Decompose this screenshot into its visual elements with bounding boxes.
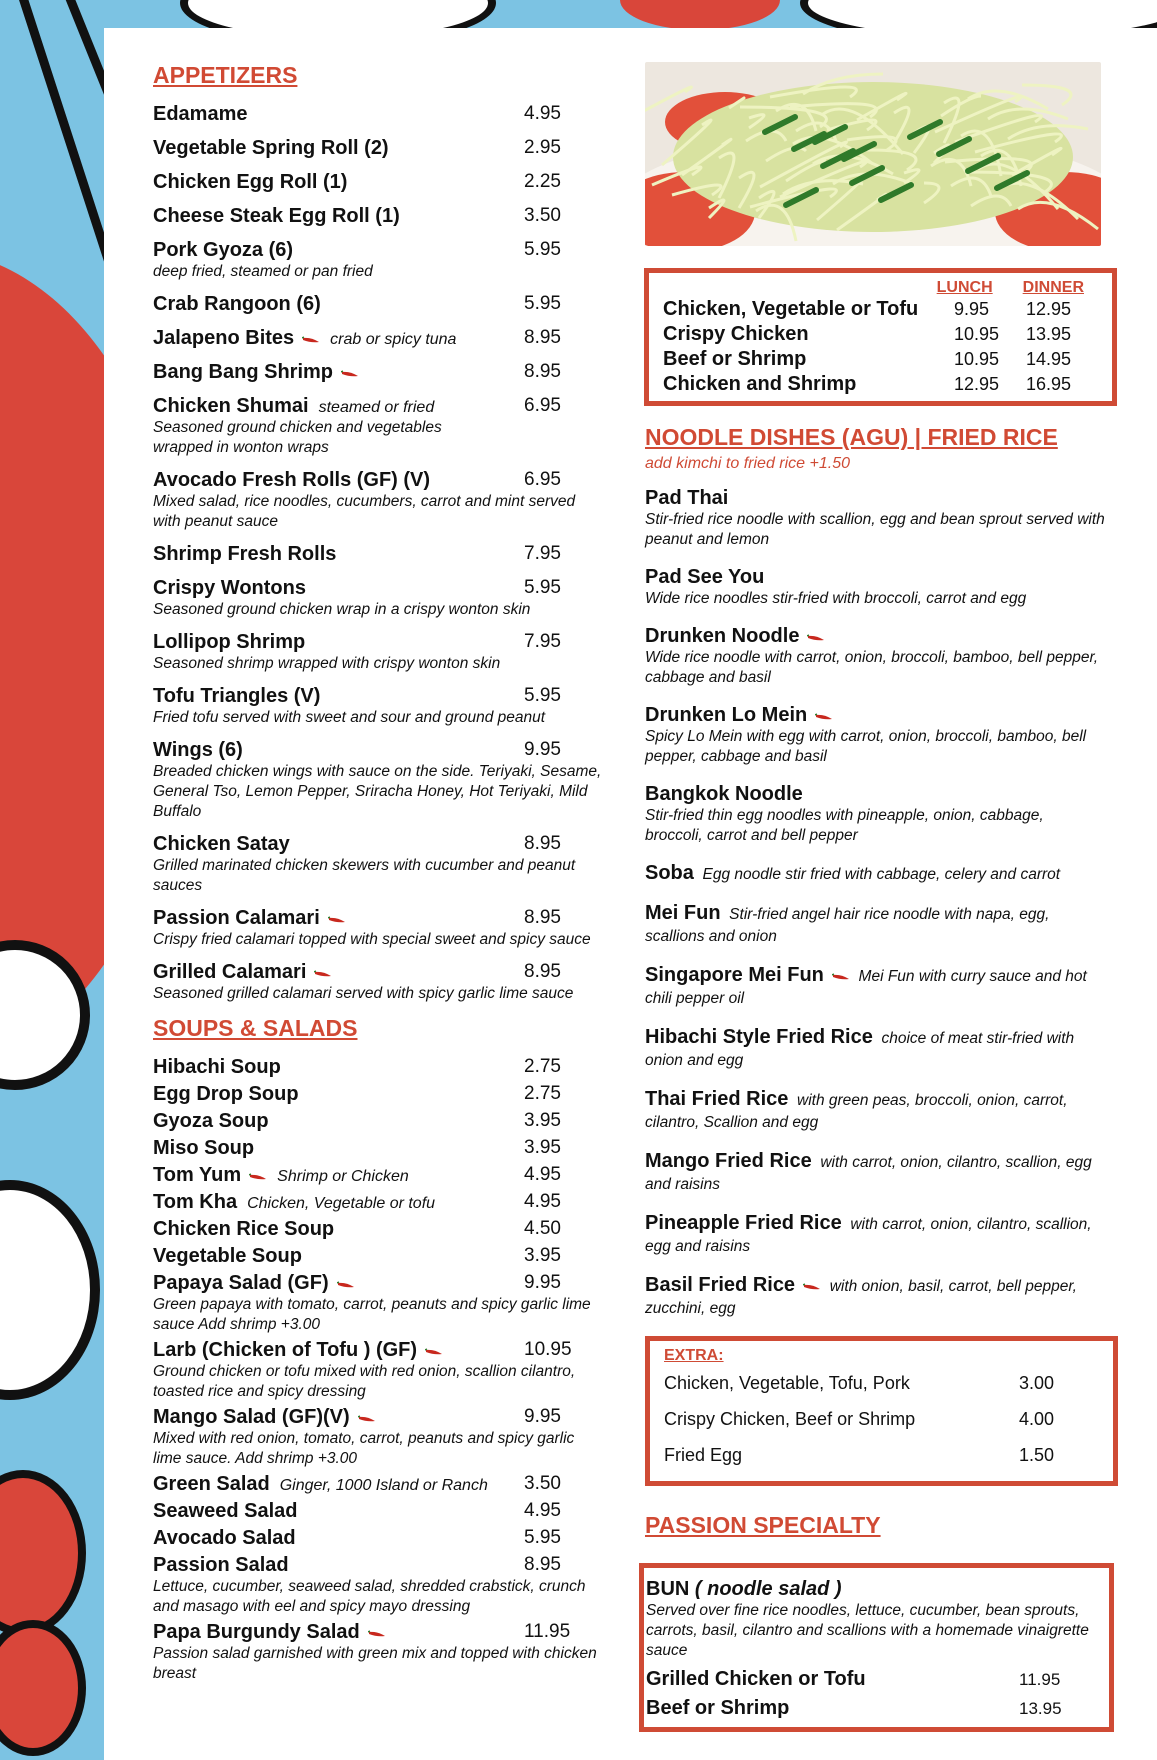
item-price: 3.95 bbox=[524, 1137, 561, 1158]
extra-name: Chicken, Vegetable, Tofu, Pork bbox=[664, 1373, 910, 1393]
left-column bbox=[153, 62, 603, 1688]
item-name: Lollipop Shrimp bbox=[153, 631, 306, 653]
menu-item bbox=[153, 1056, 603, 1079]
menu-item bbox=[153, 327, 603, 350]
menu-item bbox=[645, 1026, 1105, 1072]
item-price: 8.95 bbox=[524, 961, 561, 982]
menu-item bbox=[153, 103, 603, 126]
appetizers-list bbox=[153, 103, 603, 1004]
bun-description: Served over fine rice noodles, lettuce, cucumber, bean sprouts, carrots, basil, cilantro and scallions with a homemade vinaigrette sauce bbox=[646, 1602, 1089, 1659]
soups-list bbox=[153, 1056, 603, 1684]
item-name: Mango Salad (GF)(V) bbox=[153, 1406, 350, 1428]
item-price: 3.50 bbox=[524, 1473, 561, 1494]
item-name: Miso Soup bbox=[153, 1137, 255, 1159]
menu-item bbox=[153, 685, 603, 728]
item-option: Chicken, Vegetable or tofu bbox=[247, 1195, 436, 1212]
noodles-list bbox=[645, 487, 1105, 1320]
chili-pepper-icon bbox=[807, 634, 825, 642]
item-price: 10.95 bbox=[524, 1339, 572, 1360]
extra-title: EXTRA: bbox=[664, 1347, 724, 1364]
menu-item bbox=[153, 631, 603, 674]
item-description: Passion salad garnished with green mix and topped with chicken breast bbox=[153, 1645, 597, 1682]
kimchi-note: add kimchi to fried rice +1.50 bbox=[645, 455, 850, 472]
specialty-name: Beef or Shrimp bbox=[646, 1697, 790, 1719]
item-name: Passion Calamari bbox=[153, 907, 320, 929]
bun-subtitle: ( noodle salad ) bbox=[694, 1578, 842, 1600]
menu-item bbox=[645, 704, 1105, 767]
item-price: 11.95 bbox=[524, 1621, 571, 1642]
item-name: Mango Fried Rice bbox=[645, 1150, 812, 1172]
item-price: 9.95 bbox=[524, 1406, 561, 1427]
item-description: Seasoned ground chicken wrap in a crispy wonton skin bbox=[153, 601, 531, 618]
chili-pepper-icon bbox=[425, 1348, 443, 1356]
menu-item bbox=[153, 1527, 603, 1550]
extra-name: Crispy Chicken, Beef or Shrimp bbox=[664, 1409, 916, 1429]
chili-pepper-icon bbox=[337, 1281, 355, 1289]
menu-item bbox=[645, 566, 1105, 609]
menu-item bbox=[153, 361, 603, 384]
item-name: Pork Gyoza (6) bbox=[153, 239, 294, 261]
item-name: Vegetable Spring Roll (2) bbox=[153, 137, 389, 159]
menu-item bbox=[153, 469, 603, 532]
item-description: Egg noodle stir fried with cabbage, celery and carrot bbox=[702, 866, 1061, 883]
protein-name: Crispy Chicken bbox=[663, 323, 809, 345]
item-price: 2.75 bbox=[524, 1056, 561, 1077]
specialty-name: Grilled Chicken or Tofu bbox=[646, 1668, 866, 1690]
menu-item bbox=[153, 1500, 603, 1523]
item-description: deep fried, steamed or pan fried bbox=[153, 263, 373, 280]
item-name: Larb (Chicken of Tofu ) (GF) bbox=[153, 1339, 418, 1361]
chili-pepper-icon bbox=[302, 336, 320, 344]
menu-item bbox=[153, 1272, 603, 1335]
item-name: Drunken Lo Mein bbox=[645, 704, 808, 726]
menu-item bbox=[153, 1245, 603, 1268]
menu-item bbox=[645, 783, 1105, 846]
menu-item bbox=[645, 862, 1105, 886]
chili-pepper-icon bbox=[328, 916, 346, 924]
item-name: Chicken Shumai bbox=[153, 395, 309, 417]
menu-item bbox=[645, 625, 1105, 688]
item-description: with carrot, onion, cilantro, scallion, egg and raisins bbox=[645, 1154, 1092, 1193]
lunch-price: 10.95 bbox=[954, 324, 1000, 344]
menu-item bbox=[645, 1274, 1105, 1320]
item-name: Shrimp Fresh Rolls bbox=[153, 543, 337, 565]
chili-pepper-icon bbox=[314, 970, 332, 978]
item-description: Mei Fun with curry sauce and hot chili pepper oil bbox=[645, 968, 1087, 1007]
item-description: Mixed with red onion, tomato, carrot, peanuts and spicy garlic lime sauce. Add shrimp +3.00 bbox=[153, 1430, 575, 1467]
item-price: 6.95 bbox=[524, 469, 561, 490]
menu-item bbox=[153, 205, 603, 228]
item-name: Egg Drop Soup bbox=[153, 1083, 299, 1105]
specialty-row bbox=[646, 1665, 1109, 1694]
item-price: 4.95 bbox=[524, 1164, 561, 1185]
appetizers-title: APPETIZERS bbox=[153, 62, 298, 88]
item-name: Pad See You bbox=[645, 566, 765, 588]
specialty-price: 13.95 bbox=[1019, 1699, 1062, 1718]
item-description: Wide rice noodles stir-fried with broccoli, carrot and egg bbox=[645, 590, 1027, 607]
red-cloud-shape bbox=[620, 0, 780, 30]
item-name: Avocado Fresh Rolls (GF) (V) bbox=[153, 469, 431, 491]
chili-pepper-icon bbox=[832, 973, 850, 981]
extra-row bbox=[664, 1365, 1099, 1401]
menu-item bbox=[153, 833, 603, 896]
menu-item bbox=[153, 1083, 603, 1106]
item-description: Spicy Lo Mein with egg with carrot, onion, broccoli, bamboo, bell pepper, cabbage and basil bbox=[645, 728, 1087, 765]
item-price: 5.95 bbox=[524, 577, 561, 598]
item-description: Seasoned grilled calamari served with spicy garlic lime sauce bbox=[153, 985, 574, 1002]
item-name: Grilled Calamari bbox=[153, 961, 307, 983]
item-name: Green Salad bbox=[153, 1473, 270, 1495]
item-description: Stir-fried angel hair rice noodle with napa, egg, scallions and onion bbox=[645, 906, 1050, 945]
extra-row bbox=[664, 1437, 1099, 1473]
item-description: choice of meat stir-fried with onion and egg bbox=[645, 1030, 1075, 1069]
menu-item bbox=[153, 1164, 603, 1187]
menu-item bbox=[153, 1406, 603, 1469]
item-name: Tom Yum bbox=[153, 1164, 242, 1186]
item-description: with carrot, onion, cilantro, scallion, egg and raisins bbox=[645, 1216, 1092, 1255]
extra-row bbox=[664, 1401, 1099, 1437]
extra-name: Fried Egg bbox=[664, 1445, 743, 1465]
menu-item bbox=[153, 395, 603, 458]
menu-item bbox=[153, 1218, 603, 1241]
noodle-price-table bbox=[644, 268, 1117, 406]
item-description: Mixed salad, rice noodles, cucumbers, carrot and mint served with peanut sauce bbox=[153, 493, 576, 530]
item-name: Chicken Rice Soup bbox=[153, 1218, 335, 1240]
item-price: 8.95 bbox=[524, 361, 561, 382]
item-price: 2.75 bbox=[524, 1083, 561, 1104]
item-name: Edamame bbox=[153, 103, 248, 125]
item-price: 5.95 bbox=[524, 685, 561, 706]
menu-item bbox=[153, 1473, 603, 1496]
item-price: 7.95 bbox=[524, 631, 561, 652]
menu-item bbox=[153, 543, 603, 566]
price-row bbox=[663, 297, 1098, 322]
item-price: 5.95 bbox=[524, 1527, 561, 1548]
item-price: 4.95 bbox=[524, 1191, 561, 1212]
item-name: Passion Salad bbox=[153, 1554, 289, 1576]
menu-item bbox=[153, 1554, 603, 1617]
bun-title bbox=[646, 1578, 1109, 1601]
item-description: Ground chicken or tofu mixed with red onion, scallion cilantro, toasted rice and spicy dressing bbox=[153, 1363, 576, 1400]
price-row bbox=[663, 347, 1098, 372]
item-price: 4.50 bbox=[524, 1218, 561, 1239]
red-flower-shape bbox=[0, 1470, 86, 1636]
price-row bbox=[663, 322, 1098, 347]
item-name: Gyoza Soup bbox=[153, 1110, 269, 1132]
menu-item bbox=[153, 239, 603, 282]
extra-box bbox=[645, 1336, 1118, 1486]
item-name: Thai Fried Rice bbox=[645, 1088, 789, 1110]
item-option: Ginger, 1000 Island or Ranch bbox=[279, 1477, 488, 1494]
bun-name: BUN bbox=[646, 1578, 690, 1600]
item-description: Breaded chicken wings with sauce on the side. Teriyaki, Sesame, General Tso, Lemon Pepper, Sriracha Honey, Hot Teriyaki, Mild Buffalo bbox=[153, 763, 602, 820]
right-column bbox=[645, 62, 1105, 1732]
item-name: Tofu Triangles (V) bbox=[153, 685, 321, 707]
item-price: 8.95 bbox=[524, 907, 561, 928]
item-description: Seasoned ground chicken and vegetables wrapped in wonton wraps bbox=[153, 419, 442, 456]
menu-item bbox=[645, 1088, 1105, 1134]
item-option: crab or spicy tuna bbox=[330, 331, 457, 348]
dinner-header: DINNER bbox=[1022, 279, 1084, 296]
menu-item bbox=[645, 964, 1105, 1010]
menu-item bbox=[153, 293, 603, 316]
menu-item bbox=[153, 907, 603, 950]
item-price: 9.95 bbox=[524, 739, 561, 760]
menu-item bbox=[645, 902, 1105, 948]
chili-pepper-icon bbox=[249, 1173, 267, 1181]
specialty-box bbox=[639, 1563, 1114, 1732]
item-name: Bangkok Noodle bbox=[645, 783, 803, 805]
item-price: 7.95 bbox=[524, 543, 561, 564]
item-description: with green peas, broccoli, onion, carrot, cilantro, Scallion and egg bbox=[645, 1092, 1068, 1131]
chili-pepper-icon bbox=[803, 1283, 821, 1291]
item-name: Basil Fried Rice bbox=[645, 1274, 796, 1296]
item-description: Seasoned shrimp wrapped with crispy wonton skin bbox=[153, 655, 501, 672]
item-description: Fried tofu served with sweet and sour and ground peanut bbox=[153, 709, 546, 726]
extra-price: 4.00 bbox=[1019, 1409, 1055, 1429]
item-description: Wide rice noodle with carrot, onion, broccoli, bamboo, bell pepper, cabbage and basil bbox=[645, 649, 1099, 686]
specialty-row bbox=[646, 1694, 1109, 1723]
item-price: 4.95 bbox=[524, 103, 561, 124]
menu-item bbox=[153, 1621, 603, 1684]
item-price: 9.95 bbox=[524, 1272, 561, 1293]
swirl-shape-2 bbox=[0, 1180, 100, 1400]
item-description: Stir-fried thin egg noodles with pineapple, onion, cabbage, broccoli, carrot and bell pepper bbox=[645, 807, 1044, 844]
noodles-title: NOODLE DISHES (AGU) | FRIED RICE bbox=[645, 424, 1058, 450]
menu-item bbox=[153, 137, 603, 160]
menu-item bbox=[645, 1212, 1105, 1258]
item-price: 8.95 bbox=[524, 833, 561, 854]
dinner-price: 14.95 bbox=[1026, 349, 1072, 369]
menu-item bbox=[153, 1191, 603, 1214]
specialty-title: PASSION SPECIALTY bbox=[645, 1512, 881, 1538]
item-name: Hibachi Style Fried Rice bbox=[645, 1026, 873, 1048]
item-price: 5.95 bbox=[524, 293, 561, 314]
item-price: 2.95 bbox=[524, 137, 561, 158]
lunch-header: LUNCH bbox=[936, 279, 993, 296]
item-name: Crispy Wontons bbox=[153, 577, 306, 599]
item-price: 2.25 bbox=[524, 171, 561, 192]
menu-item bbox=[153, 739, 603, 822]
price-row bbox=[663, 372, 1098, 397]
item-description: Grilled marinated chicken skewers with cucumber and peanut sauces bbox=[153, 857, 576, 894]
lunch-price: 9.95 bbox=[954, 299, 990, 319]
item-price: 8.95 bbox=[524, 1554, 561, 1575]
item-name: Tom Kha bbox=[153, 1191, 238, 1213]
item-name: Mei Fun bbox=[645, 902, 721, 924]
menu-item bbox=[153, 1110, 603, 1133]
chili-pepper-icon bbox=[815, 713, 833, 721]
item-description: Crispy fried calamari topped with special sweet and spicy sauce bbox=[153, 931, 591, 948]
extra-price: 1.50 bbox=[1019, 1445, 1055, 1465]
item-name: Seaweed Salad bbox=[153, 1500, 298, 1522]
item-name: Papaya Salad (GF) bbox=[153, 1272, 329, 1294]
item-price: 3.95 bbox=[524, 1110, 561, 1131]
item-description: Stir-fried rice noodle with scallion, egg and bean sprout served with peanut and lemon bbox=[645, 511, 1105, 548]
item-name: Wings (6) bbox=[153, 739, 243, 761]
menu-item bbox=[153, 171, 603, 194]
chili-pepper-icon bbox=[341, 370, 359, 378]
item-price: 8.95 bbox=[524, 327, 561, 348]
item-name: Papa Burgundy Salad bbox=[153, 1621, 360, 1643]
item-option: Shrimp or Chicken bbox=[277, 1168, 409, 1185]
red-flower-shape-2 bbox=[0, 1620, 86, 1756]
item-price: 3.95 bbox=[524, 1245, 561, 1266]
papaya-salad-photo bbox=[645, 62, 1101, 246]
item-name: Crab Rangoon (6) bbox=[153, 293, 321, 315]
protein-name: Beef or Shrimp bbox=[663, 348, 807, 370]
protein-name: Chicken, Vegetable or Tofu bbox=[663, 298, 919, 320]
item-name: Vegetable Soup bbox=[153, 1245, 302, 1267]
item-name: Drunken Noodle bbox=[645, 625, 800, 647]
item-description: with onion, basil, carrot, bell pepper, zucchini, egg bbox=[645, 1278, 1077, 1317]
item-name: Bang Bang Shrimp bbox=[153, 361, 334, 383]
menu-item bbox=[153, 1137, 603, 1160]
specialty-price: 11.95 bbox=[1019, 1670, 1061, 1689]
chili-pepper-icon bbox=[358, 1415, 376, 1423]
item-name: Chicken Satay bbox=[153, 833, 290, 855]
item-price: 3.50 bbox=[524, 205, 561, 226]
item-name: Soba bbox=[645, 862, 694, 884]
menu-item bbox=[153, 1339, 603, 1402]
extra-price: 3.00 bbox=[1019, 1373, 1055, 1393]
item-description: Green papaya with tomato, carrot, peanuts and spicy garlic lime sauce Add shrimp +3.00 bbox=[153, 1296, 591, 1333]
lunch-price: 10.95 bbox=[954, 349, 1000, 369]
item-option: steamed or fried bbox=[318, 399, 435, 416]
dinner-price: 13.95 bbox=[1026, 324, 1072, 344]
item-name: Pad Thai bbox=[645, 487, 729, 509]
item-name: Cheese Steak Egg Roll (1) bbox=[153, 205, 400, 227]
menu-item bbox=[153, 577, 603, 620]
chili-pepper-icon bbox=[368, 1630, 386, 1638]
item-name: Avocado Salad bbox=[153, 1527, 296, 1549]
lunch-price: 12.95 bbox=[954, 374, 1000, 394]
protein-name: Chicken and Shrimp bbox=[663, 373, 857, 395]
menu-item bbox=[645, 487, 1105, 550]
soups-title: SOUPS & SALADS bbox=[153, 1015, 358, 1041]
item-price: 6.95 bbox=[524, 395, 561, 416]
item-name: Singapore Mei Fun bbox=[645, 964, 824, 986]
menu-item bbox=[153, 961, 603, 1004]
menu-item bbox=[645, 1150, 1105, 1196]
item-name: Jalapeno Bites bbox=[153, 327, 295, 349]
item-name: Chicken Egg Roll (1) bbox=[153, 171, 348, 193]
item-description: Lettuce, cucumber, seaweed salad, shredded crabstick, crunch and masago with eel and spicy mayo dressing bbox=[153, 1578, 586, 1615]
dinner-price: 12.95 bbox=[1026, 299, 1072, 319]
item-name: Hibachi Soup bbox=[153, 1056, 281, 1078]
item-price: 5.95 bbox=[524, 239, 561, 260]
item-price: 4.95 bbox=[524, 1500, 561, 1521]
dinner-price: 16.95 bbox=[1026, 374, 1072, 394]
item-name: Pineapple Fried Rice bbox=[645, 1212, 842, 1234]
